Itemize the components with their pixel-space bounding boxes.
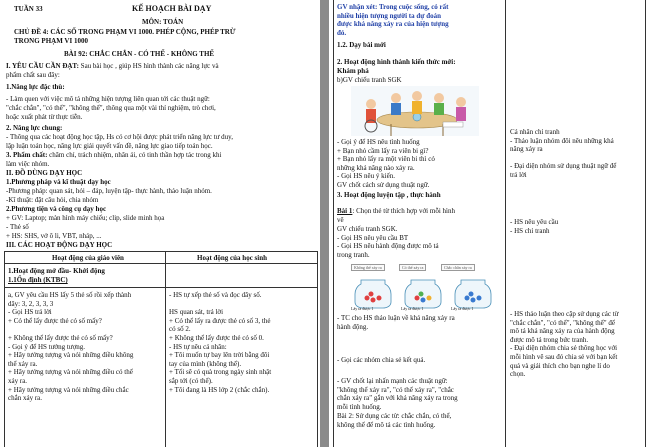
text-line: + Hãy tưởng tượng và nói những điều chắc bbox=[8, 385, 129, 394]
text-line: + Bạn nhỏ cầm lấy ra viên bi gì? bbox=[337, 146, 429, 155]
specific-ability-text3: hoặc xuất phát từ thực tiễn. bbox=[6, 113, 83, 121]
text-line: đó. bbox=[337, 28, 347, 37]
text-line: + Không thể lấy được thẻ có số mấy? bbox=[8, 333, 113, 342]
text-line: + Không thể lấy được thẻ có số 0. bbox=[169, 333, 264, 342]
topic-line1: CHỦ ĐỀ 4: CÁC SỐ TRONG PHẠM VI 1000. PHÉP CỘNG, PHÉP TRỪ bbox=[14, 28, 236, 36]
specific-ability-text: - Làm quen với việc mô tả những hiện tượng liên quan tới các thuật ngữ: bbox=[6, 95, 210, 103]
text-line: xảy ra. bbox=[8, 376, 28, 385]
text-line: + Tối sẽ có quà trong ngày sinh nhật bbox=[169, 368, 272, 377]
text-line: - Gọi HS nêu yêu cầu BT bbox=[337, 233, 409, 242]
teacher-conclusion bbox=[337, 377, 458, 411]
practice-heading: 3. Hoạt động luyện tập , thực hành bbox=[337, 191, 441, 199]
specific-ability-text2: "chắc chắn", "có thể", "không thể", thông qua một vài thí nghiệm, trò chơi, bbox=[6, 104, 216, 112]
text-line: - Đại diện nhóm chia sẻ thông học với bbox=[510, 344, 618, 353]
discussion-instructions bbox=[337, 314, 455, 331]
topic-line2: TRONG PHẠM VI 1000 bbox=[14, 37, 88, 45]
text-line: - Gọi HS nêu ý kiến. bbox=[337, 172, 395, 181]
text-line: "chắc chắn", "có thể", "không thể" để bbox=[510, 318, 615, 327]
text-line: mỗi tình huống. bbox=[337, 402, 382, 411]
text-line: có số 2. bbox=[169, 325, 191, 334]
classroom-marbles-illustration bbox=[351, 86, 479, 136]
text-line: + Có thể lấy được thẻ có số mấy? bbox=[8, 316, 102, 325]
text-line: - HS thảo luận theo cặp sử dụng các từ bbox=[510, 310, 619, 318]
quality-line: 3. Phẩm chất: chăm chỉ, trách nhiệm, nhân ái, có tinh thần hợp tác trong khi bbox=[6, 151, 222, 159]
knowledge-subheading: Khám phá bbox=[337, 67, 369, 75]
column-header-student: Hoạt động của học sinh bbox=[197, 254, 268, 262]
text-line bbox=[510, 154, 616, 163]
card-cannot-happen: Không thể xảy ra bbox=[351, 264, 385, 271]
teacher-remark bbox=[337, 3, 449, 37]
jar-caption-2: Lấy ra được 1 bbox=[401, 306, 424, 311]
methods-text: -Phương pháp: quan sát, hỏi – đáp, luyện tập- thực hành, thảo luận nhóm. bbox=[6, 187, 212, 195]
knowledge-heading: 2. Hoạt động hình thành kiến thức mới: bbox=[337, 58, 456, 66]
requirements-line2: phẩm chất sau đây: bbox=[6, 71, 60, 79]
text-line: GV chốt cách sử dụng thuật ngữ. bbox=[337, 180, 430, 189]
text-line: tay của mình (không thể). bbox=[169, 359, 242, 368]
show-picture-text: b)GV chiếu tranh SGK bbox=[337, 76, 402, 84]
picture-questions bbox=[337, 138, 435, 190]
activities-heading: III. CÁC HOẠT ĐỘNG DẠY HỌC bbox=[6, 241, 113, 249]
text-line: - TC cho HS thảo luận về khả năng xảy ra bbox=[337, 314, 455, 322]
group-share-text: - Gọi các nhóm chia sẻ kết quả. bbox=[337, 356, 426, 364]
table-header-divider bbox=[4, 263, 318, 264]
text-line: không thể để mô tả các tình huống. bbox=[337, 420, 436, 429]
text-line: HS quan sát, trả lời bbox=[169, 308, 224, 317]
card-certain-happen: Chắc chắn xảy ra bbox=[441, 264, 475, 271]
text-line: GV nhận xét: Trong cuộc sống, có rất bbox=[337, 3, 449, 11]
text-line: quả và giải thích cho bạn nghe lí do bbox=[510, 361, 610, 370]
tools-text3: + HS: SHS, vở ô li, VBT, nháp, ... bbox=[6, 232, 102, 240]
table-border-right bbox=[317, 251, 318, 447]
text-line bbox=[8, 325, 133, 334]
text-line: - Gọi ý để HS nêu tình huống bbox=[337, 138, 420, 146]
text-line: sắp tới (có thể). bbox=[169, 376, 213, 385]
text-line: chắn xảy ra. bbox=[8, 394, 43, 403]
tools-text2: - Thẻ số bbox=[6, 223, 29, 231]
text-line: Bài 2: Sử dụng các từ: chắc chắn, có thể, bbox=[337, 412, 452, 420]
marble-jars-illustration bbox=[351, 276, 501, 312]
card-may-happen: Có thể xảy ra bbox=[399, 264, 426, 271]
text-line: + Tôi đang là HS lớp 2 (chắc chắn). bbox=[169, 385, 270, 394]
requirements-line: I. YÊU CẦU CẦN ĐẠT: Sau bài học , giúp HS hình thành các năng lực và bbox=[6, 62, 219, 70]
methods-heading: 1.Phương pháp và kĩ thuật dạy học bbox=[6, 178, 111, 186]
text-line: - Đại diện nhóm sử dụng thuật ngữ để bbox=[510, 162, 617, 171]
text-line: năng xảy ra bbox=[510, 145, 543, 154]
table-border-left bbox=[4, 251, 5, 447]
tools-text: + GV: Laptop; màn hình máy chiếu; clip, slide minh họa bbox=[6, 214, 165, 222]
document-page-left bbox=[0, 0, 320, 447]
subject-label: MÔN: TOÁN bbox=[142, 18, 184, 26]
jar-caption-1: Lấy ra được 1 bbox=[351, 306, 374, 311]
student-discussion-responses bbox=[510, 310, 618, 379]
text-line: - HS tự nêu cá nhân: bbox=[169, 342, 227, 351]
text-line: + Bạn nhỏ lấy ra một viên bi thì có bbox=[337, 155, 435, 164]
text-line: mô tả khả năng xảy ra của hành động bbox=[510, 327, 615, 336]
text-line: chọn. bbox=[510, 370, 526, 379]
text-line: - Thảo luận nhóm đôi nêu những khả bbox=[510, 136, 614, 145]
text-line: được mô tả trong bức tranh. bbox=[510, 335, 589, 344]
text-line: Cá nhân chỉ tranh bbox=[510, 128, 560, 136]
general-ability-text: - Thông qua các hoạt động học tập, Hs có cơ hội được phát triển năng lực tư duy, bbox=[6, 133, 233, 141]
exercise2-text bbox=[337, 412, 451, 429]
text-line: + Tôi muốn tự bay lên trời bằng đôi bbox=[169, 351, 270, 360]
methods-text2: -Kĩ thuật: đặt câu hỏi, chia nhóm bbox=[6, 196, 99, 204]
text-line: + Có thể lấy ra được thẻ có số 3, thẻ bbox=[169, 316, 271, 325]
text-line: mỗi hình vẽ sau đó chia sẻ với bạn kết bbox=[510, 352, 618, 361]
week-label: TUẦN 33 bbox=[14, 5, 43, 13]
new-lesson-heading: 1.2. Dạy bài mới bbox=[337, 41, 386, 49]
jar-caption-3: Lấy ra được 1 bbox=[451, 306, 474, 311]
text-line: - GV chốt lại nhấn mạnh các thuật ngữ: bbox=[337, 377, 448, 385]
text-line: + Hãy tưởng tượng và nói những điều không bbox=[8, 351, 134, 360]
text-line: hành động. bbox=[337, 322, 369, 331]
text-line: chắn xảy ra" gắn với khả năng xảy ra trong bbox=[337, 394, 458, 403]
section-warmup-sub: 1.1Ổn định (KTBC) bbox=[8, 276, 68, 284]
text-line: - HS chỉ tranh bbox=[510, 226, 550, 235]
text-line: trong tranh. bbox=[337, 250, 370, 259]
text-line: a, GV yêu cầu HS lấy 5 thẻ số rồi xếp thành bbox=[8, 291, 132, 299]
text-line bbox=[169, 300, 271, 309]
text-line: nhiều hiện tượng người ta dự đoán bbox=[337, 11, 441, 20]
table-column-divider bbox=[165, 251, 166, 447]
table-border-top bbox=[4, 251, 318, 252]
student-activity-list bbox=[169, 291, 271, 394]
exercise1-steps bbox=[337, 225, 439, 259]
general-ability-heading: 2. Năng lực chung: bbox=[6, 124, 63, 132]
materials-heading: II. ĐỒ DÙNG DẠY HỌC bbox=[6, 169, 83, 177]
text-line: - Gọi HS trả lời bbox=[8, 308, 52, 317]
text-line: - Gọi HS nêu hành động được mô tả bbox=[337, 242, 439, 251]
text-line: những khả năng nào xảy ra. bbox=[337, 163, 415, 172]
teacher-activity-list bbox=[8, 291, 133, 403]
student-exercise1-responses bbox=[510, 218, 558, 235]
text-line: - HS nêu yêu cầu bbox=[510, 218, 559, 226]
document-page-right bbox=[329, 0, 650, 447]
table-column-divider bbox=[505, 0, 506, 447]
text-line: GV chiếu tranh SGK. bbox=[337, 225, 398, 233]
quality-line2: làm việc nhóm. bbox=[6, 160, 50, 168]
text-line: - HS tự xếp thẻ số và đọc dãy số. bbox=[169, 291, 262, 299]
plan-title: KẾ HOẠCH BÀI DẠY bbox=[132, 4, 212, 13]
text-line: được khả năng xảy ra của hiện tượng bbox=[337, 20, 449, 29]
section-warmup: 1.Hoạt động mở đầu- Khởi động bbox=[8, 267, 105, 275]
table-row-divider bbox=[4, 287, 318, 288]
tools-heading: 2.Phương tiện và công cụ dạy học bbox=[6, 205, 107, 213]
lesson-title: BÀI 92: CHẮC CHẮN - CÓ THỂ - KHÔNG THỂ bbox=[64, 50, 215, 58]
text-line: + Hãy tưởng tượng và nói những điều có thể bbox=[8, 368, 133, 377]
table-border-left bbox=[333, 0, 334, 447]
text-line: trả lời bbox=[510, 170, 527, 179]
column-header-teacher: Hoạt động của giáo viên bbox=[52, 254, 124, 262]
specific-ability-heading: 1.Năng lực đặc thù: bbox=[6, 83, 65, 91]
table-border-right bbox=[645, 0, 646, 447]
student-picture-responses bbox=[510, 128, 616, 180]
general-ability-text2: lập luận toán học, năng lực giải quyết vấn đề, năng lực giao tiếp toán học. bbox=[6, 142, 213, 150]
exercise1-title2: vẽ bbox=[337, 216, 344, 224]
text-line: "không thể xảy ra", "có thể xảy ra", "chắc bbox=[337, 385, 454, 394]
text-line: dãy: 3, 2, 3, 3, 3 bbox=[8, 299, 54, 308]
text-line: thể xảy ra. bbox=[8, 359, 38, 368]
text-line: - Gọi ý để HS tưởng tượng. bbox=[8, 342, 86, 351]
exercise1-title: Bài 1: Chọn thẻ từ thích hợp với mỗi hình bbox=[337, 207, 455, 215]
